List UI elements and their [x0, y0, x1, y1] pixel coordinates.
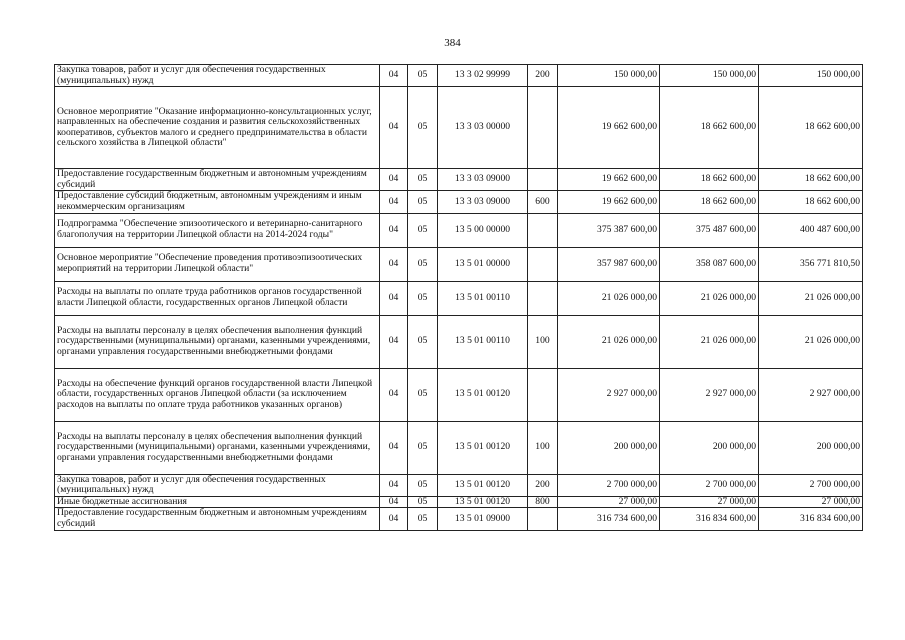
row-amount-year-1: 200 000,00 — [558, 421, 660, 474]
row-amount-year-2: 316 834 600,00 — [660, 508, 759, 530]
row-section-code: 04 — [380, 281, 408, 315]
row-amount-year-3: 400 487 600,00 — [759, 213, 863, 247]
row-subsection-code: 05 — [408, 87, 438, 169]
row-section-code: 04 — [380, 213, 408, 247]
row-amount-year-1: 19 662 600,00 — [558, 87, 660, 169]
row-target-article-code: 13 5 01 00000 — [438, 247, 528, 281]
row-description: Основное мероприятие "Оказание информационно-консультационных услуг, направленных на обеспечение создания и развития сельскохозяйственных кооперативов, субъектов малого и среднего предпринимательства в области сельского хозяйства в Липецкой области" — [55, 87, 380, 169]
table-row — [55, 315, 863, 368]
table-row — [55, 213, 863, 247]
row-description: Закупка товаров, работ и услуг для обеспечения государственных (муниципальных) нужд — [55, 474, 380, 496]
row-expense-type-code — [528, 281, 558, 315]
row-amount-year-3: 2 700 000,00 — [759, 474, 863, 496]
row-section-code: 04 — [380, 169, 408, 191]
row-expense-type-code — [528, 247, 558, 281]
row-expense-type-code: 100 — [528, 315, 558, 368]
row-target-article-code: 13 5 00 00000 — [438, 213, 528, 247]
row-target-article-code: 13 3 03 09000 — [438, 191, 528, 213]
row-amount-year-2: 18 662 600,00 — [660, 169, 759, 191]
row-section-code: 04 — [380, 496, 408, 508]
table-row — [55, 508, 863, 530]
row-amount-year-2: 2 927 000,00 — [660, 368, 759, 421]
row-amount-year-3: 21 026 000,00 — [759, 281, 863, 315]
row-target-article-code: 13 5 01 00120 — [438, 368, 528, 421]
row-description: Предоставление государственным бюджетным и автономным учреждениям субсидий — [55, 169, 380, 191]
row-amount-year-1: 316 734 600,00 — [558, 508, 660, 530]
row-section-code: 04 — [380, 315, 408, 368]
row-amount-year-2: 358 087 600,00 — [660, 247, 759, 281]
row-amount-year-3: 27 000,00 — [759, 496, 863, 508]
budget-table — [54, 64, 863, 531]
row-section-code: 04 — [380, 508, 408, 530]
row-subsection-code: 05 — [408, 474, 438, 496]
row-amount-year-3: 316 834 600,00 — [759, 508, 863, 530]
row-amount-year-1: 2 700 000,00 — [558, 474, 660, 496]
table-row — [55, 169, 863, 191]
table-row — [55, 474, 863, 496]
row-section-code: 04 — [380, 65, 408, 87]
row-amount-year-2: 2 700 000,00 — [660, 474, 759, 496]
row-amount-year-2: 21 026 000,00 — [660, 315, 759, 368]
budget-rows — [55, 65, 863, 531]
row-subsection-code: 05 — [408, 65, 438, 87]
row-expense-type-code: 200 — [528, 474, 558, 496]
row-description: Подпрограмма "Обеспечение эпизоотического и ветеринарно-санитарного благополучия на территории Липецкой области на 2014-2024 годы" — [55, 213, 380, 247]
row-section-code: 04 — [380, 87, 408, 169]
row-expense-type-code — [528, 169, 558, 191]
row-expense-type-code: 200 — [528, 65, 558, 87]
row-target-article-code: 13 5 01 00120 — [438, 496, 528, 508]
row-amount-year-1: 19 662 600,00 — [558, 191, 660, 213]
table-row — [55, 87, 863, 169]
row-amount-year-2: 150 000,00 — [660, 65, 759, 87]
row-amount-year-3: 356 771 810,50 — [759, 247, 863, 281]
row-amount-year-1: 21 026 000,00 — [558, 281, 660, 315]
row-target-article-code: 13 5 01 00110 — [438, 281, 528, 315]
row-expense-type-code — [528, 87, 558, 169]
page-number: 384 — [444, 37, 461, 49]
row-subsection-code: 05 — [408, 169, 438, 191]
row-subsection-code: 05 — [408, 496, 438, 508]
row-description: Расходы на выплаты персоналу в целях обеспечения выполнения функций государственными (муниципальными) органами, казенными учреждениями, органами управления государственными внебюджетными фондами — [55, 421, 380, 474]
table-row — [55, 368, 863, 421]
row-target-article-code: 13 3 03 00000 — [438, 87, 528, 169]
row-expense-type-code — [528, 508, 558, 530]
row-section-code: 04 — [380, 421, 408, 474]
table-row — [55, 65, 863, 87]
row-amount-year-1: 27 000,00 — [558, 496, 660, 508]
row-expense-type-code: 600 — [528, 191, 558, 213]
row-target-article-code: 13 5 01 00120 — [438, 474, 528, 496]
table-row — [55, 191, 863, 213]
row-description: Иные бюджетные ассигнования — [55, 496, 380, 508]
row-expense-type-code: 100 — [528, 421, 558, 474]
row-section-code: 04 — [380, 368, 408, 421]
row-subsection-code: 05 — [408, 281, 438, 315]
table-row — [55, 281, 863, 315]
table-row — [55, 247, 863, 281]
row-amount-year-1: 150 000,00 — [558, 65, 660, 87]
row-target-article-code: 13 5 01 00110 — [438, 315, 528, 368]
row-expense-type-code — [528, 368, 558, 421]
row-amount-year-2: 18 662 600,00 — [660, 191, 759, 213]
row-description: Основное мероприятие "Обеспечение проведения противоэпизоотических мероприятий на территории Липецкой области" — [55, 247, 380, 281]
row-amount-year-2: 21 026 000,00 — [660, 281, 759, 315]
table-row — [55, 496, 863, 508]
row-target-article-code: 13 5 01 00120 — [438, 421, 528, 474]
row-subsection-code: 05 — [408, 247, 438, 281]
row-amount-year-2: 200 000,00 — [660, 421, 759, 474]
row-amount-year-2: 18 662 600,00 — [660, 87, 759, 169]
row-subsection-code: 05 — [408, 508, 438, 530]
row-amount-year-3: 18 662 600,00 — [759, 87, 863, 169]
row-section-code: 04 — [380, 247, 408, 281]
row-description: Закупка товаров, работ и услуг для обеспечения государственных (муниципальных) нужд — [55, 65, 380, 87]
row-target-article-code: 13 3 02 99999 — [438, 65, 528, 87]
row-description: Предоставление государственным бюджетным и автономным учреждениям субсидий — [55, 508, 380, 530]
row-amount-year-1: 2 927 000,00 — [558, 368, 660, 421]
row-amount-year-3: 21 026 000,00 — [759, 315, 863, 368]
row-amount-year-1: 375 387 600,00 — [558, 213, 660, 247]
row-amount-year-3: 2 927 000,00 — [759, 368, 863, 421]
row-section-code: 04 — [380, 191, 408, 213]
row-description: Предоставление субсидий бюджетным, автономным учреждениям и иным некоммерческим организациям — [55, 191, 380, 213]
row-subsection-code: 05 — [408, 421, 438, 474]
row-subsection-code: 05 — [408, 368, 438, 421]
row-description: Расходы на выплаты персоналу в целях обеспечения выполнения функций государственными (муниципальными) органами, казенными учреждениями, органами управления государственными внебюджетными фондами — [55, 315, 380, 368]
row-subsection-code: 05 — [408, 191, 438, 213]
row-amount-year-2: 27 000,00 — [660, 496, 759, 508]
table-row — [55, 421, 863, 474]
row-subsection-code: 05 — [408, 315, 438, 368]
row-subsection-code: 05 — [408, 213, 438, 247]
row-target-article-code: 13 5 01 09000 — [438, 508, 528, 530]
row-expense-type-code — [528, 213, 558, 247]
row-amount-year-2: 375 487 600,00 — [660, 213, 759, 247]
row-amount-year-3: 150 000,00 — [759, 65, 863, 87]
row-amount-year-1: 21 026 000,00 — [558, 315, 660, 368]
row-description: Расходы на выплаты по оплате труда работников органов государственной власти Липецкой области, государственных органов Липецкой области — [55, 281, 380, 315]
row-amount-year-1: 357 987 600,00 — [558, 247, 660, 281]
row-amount-year-1: 19 662 600,00 — [558, 169, 660, 191]
row-description: Расходы на обеспечение функций органов государственной власти Липецкой области, государственных органов Липецкой области (за исключением расходов на выплаты по оплате труда работников указанных органов) — [55, 368, 380, 421]
row-amount-year-3: 18 662 600,00 — [759, 169, 863, 191]
row-section-code: 04 — [380, 474, 408, 496]
row-amount-year-3: 200 000,00 — [759, 421, 863, 474]
row-expense-type-code: 800 — [528, 496, 558, 508]
row-amount-year-3: 18 662 600,00 — [759, 191, 863, 213]
row-target-article-code: 13 3 03 09000 — [438, 169, 528, 191]
